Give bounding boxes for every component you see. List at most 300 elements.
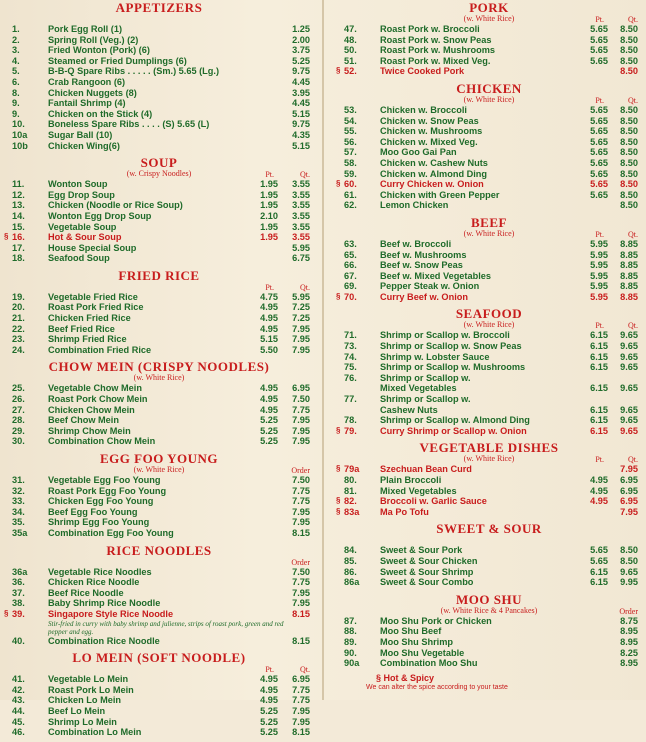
section-header-chow-mein-crispy-noodles	[4, 359, 314, 374]
menu-item	[336, 158, 642, 169]
menu-item	[336, 292, 642, 303]
item-number: 11.	[12, 179, 25, 190]
item-name: B-B-Q Spare Ribs . . . . . (Sm.) 5.65 (Lg.)	[48, 66, 220, 77]
item-name: Shrimp Egg Foo Young	[48, 517, 150, 528]
item-price-qt: 5.15	[292, 108, 310, 119]
item-name: Fantail Shrimp (4)	[48, 98, 126, 109]
item-name: Shrimp or Scallop w. Almond Ding	[380, 415, 530, 426]
item-number: 23.	[12, 334, 25, 345]
qt-label: Qt.	[628, 321, 638, 331]
menu-item	[336, 56, 642, 67]
qt-label: Order	[291, 466, 310, 475]
item-price-qt: 8.50	[620, 136, 638, 147]
item-number: 62.	[344, 200, 357, 211]
item-number: 80.	[344, 475, 357, 485]
item-name: Pork Egg Roll (1)	[48, 24, 123, 34]
item-price-qt: 3.95	[292, 87, 310, 98]
item-name: Chicken w. Mixed Veg.	[380, 136, 478, 147]
item-number: 9.	[12, 108, 20, 119]
item-price-qt: 8.50	[620, 200, 638, 211]
hot-spicy-icon: §	[336, 179, 341, 189]
item-price-pt: 6.15	[590, 566, 608, 577]
item-number: 81.	[344, 485, 357, 496]
menu-item	[4, 496, 314, 507]
item-number: 61.	[344, 189, 357, 200]
item-price-pt: 1.95	[260, 232, 278, 243]
menu-item	[336, 567, 642, 578]
item-price-qt: 3.75	[292, 45, 310, 56]
item-name: Combination Egg Foo Young	[48, 527, 174, 538]
section-subheader	[4, 558, 314, 567]
menu-item	[4, 415, 314, 426]
item-price-qt: 9.65	[620, 566, 638, 577]
pt-label: Pt.	[265, 170, 274, 180]
item-name: Plain Broccoli	[380, 475, 442, 485]
item-price-pt: 6.15	[590, 425, 608, 436]
item-price-qt: 9.65	[620, 351, 638, 362]
item-number: 12.	[12, 189, 25, 200]
item-price-pt: 5.65	[590, 168, 608, 179]
item-number: 26.	[12, 394, 25, 405]
item-price-pt: 1.95	[260, 200, 278, 211]
item-number: 63.	[344, 238, 357, 249]
section-title: BEEF	[471, 214, 507, 230]
item-number: 44.	[12, 705, 25, 716]
item-name: Chicken w. Almond Ding	[380, 168, 488, 179]
item-number: 71.	[344, 330, 357, 341]
item-price-qt: 3.55	[292, 189, 310, 200]
item-name: Beef w. Broccoli	[380, 238, 452, 249]
menu-item	[4, 609, 314, 620]
item-price-pt: 6.15	[590, 330, 608, 341]
item-price-qt: 7.25	[292, 302, 310, 313]
item-name: Broccoli w. Garlic Sauce	[380, 496, 487, 507]
hot-spicy-icon: §	[336, 506, 341, 516]
item-price-pt: 5.95	[590, 249, 608, 260]
menu-item	[336, 190, 642, 201]
item-number: 87.	[344, 615, 357, 626]
hot-spicy-icon: §	[336, 66, 341, 76]
menu-item	[4, 706, 314, 717]
section-subheader	[336, 230, 642, 239]
item-number: 36.	[12, 577, 25, 588]
item-price-pt: 4.95	[260, 695, 278, 706]
section-header-rice-noodles	[4, 543, 314, 558]
qt-label: Qt.	[300, 170, 310, 180]
item-name: Vegetable Fried Rice	[48, 291, 138, 302]
item-price-pt: 4.95	[260, 394, 278, 405]
item-price-qt: 8.50	[620, 66, 638, 77]
item-number: 90a	[344, 658, 360, 669]
item-price-qt: 7.95	[292, 517, 310, 528]
menu-item	[336, 373, 642, 384]
menu-item	[4, 292, 314, 303]
item-name: Steamed or Fried Dumplings (6)	[48, 55, 187, 66]
menu-item	[336, 545, 642, 556]
section-header-seafood	[336, 306, 642, 321]
menu-item	[336, 66, 642, 77]
item-price-pt: 4.95	[260, 302, 278, 313]
item-number: 57.	[344, 147, 357, 158]
item-number: 67.	[344, 270, 357, 281]
item-number: 19.	[12, 291, 25, 302]
item-number: 3.	[12, 45, 20, 56]
item-number: 79a	[344, 464, 360, 475]
item-number: 90.	[344, 647, 357, 658]
item-number: 73.	[344, 341, 357, 352]
menu-item	[4, 345, 314, 356]
item-number: 59.	[344, 168, 357, 179]
item-number: 83a	[344, 506, 360, 517]
menu-item	[336, 405, 642, 416]
menu-item	[336, 658, 642, 669]
menu-item	[336, 415, 642, 426]
qt-label: Qt.	[628, 455, 638, 465]
menu-item	[336, 45, 642, 56]
item-name: Combination Moo Shu	[380, 658, 478, 669]
hot-spicy-icon: §	[336, 291, 341, 301]
item-price-qt: 7.95	[292, 705, 310, 716]
pt-label: Pt.	[595, 15, 604, 24]
section-subtitle: (w. White Rice)	[463, 454, 515, 464]
item-name: Sugar Ball (10)	[48, 129, 113, 140]
item-number: 9.	[12, 98, 20, 109]
item-price-qt: 6.95	[620, 496, 638, 507]
item-name: Shrimp or Scallop w. Broccoli	[380, 330, 510, 341]
item-price-pt: 4.95	[260, 674, 278, 685]
item-price-pt: 5.95	[590, 238, 608, 249]
menu-item	[336, 362, 642, 373]
item-number: 4.	[12, 55, 20, 66]
section-subheader	[4, 374, 314, 383]
section-header-pork	[336, 0, 642, 15]
item-price-pt: 5.25	[260, 415, 278, 426]
item-price-pt: 5.25	[260, 436, 278, 447]
item-name: Seafood Soup	[48, 253, 110, 264]
section-header-lo-mein-soft-noodle	[4, 650, 314, 665]
menu-item	[4, 528, 314, 539]
item-number: 28.	[12, 415, 25, 426]
item-price-pt: 4.95	[260, 323, 278, 334]
item-name: Moo Shu Shrimp	[380, 636, 453, 647]
section-title: SWEET & SOUR	[436, 521, 542, 537]
menu-item	[336, 496, 642, 507]
item-number: 69.	[344, 281, 357, 292]
item-number: 66.	[344, 260, 357, 271]
section-title: FRIED RICE	[118, 267, 200, 283]
item-price-qt: 5.25	[292, 55, 310, 66]
item-number: 42.	[12, 684, 25, 695]
section-header-vegetable-dishes	[336, 440, 642, 455]
qt-label: Qt.	[628, 229, 638, 239]
item-price-qt: 8.95	[620, 658, 638, 669]
item-number: 35.	[12, 517, 25, 528]
item-name: Moo Shu Pork or Chicken	[380, 615, 492, 626]
menu-item	[336, 352, 642, 363]
section-title: VEGETABLE DISHES	[419, 440, 559, 456]
item-number: 45.	[12, 716, 25, 727]
item-name: Combination Lo Mein	[48, 727, 142, 738]
item-price-pt: 5.65	[590, 147, 608, 158]
hot-spicy-icon: §	[336, 496, 341, 506]
menu-item	[4, 302, 314, 313]
item-price-pt: 5.65	[590, 104, 608, 115]
menu-item	[4, 253, 314, 264]
item-number: 54.	[344, 115, 357, 126]
menu-item	[4, 179, 314, 190]
section-subheader	[4, 170, 314, 179]
section-subheader	[336, 321, 642, 330]
item-price-pt: 5.65	[590, 45, 608, 56]
item-name: House Special Soup	[48, 242, 137, 253]
section-title: MOO SHU	[456, 591, 522, 607]
item-name: Vegetable Lo Mein	[48, 674, 129, 685]
item-name: Moo Goo Gai Pan	[380, 147, 457, 158]
section-subtitle: (w. White Rice)	[463, 94, 515, 104]
item-price-qt: 3.55	[292, 221, 310, 232]
item-price-pt: 5.95	[590, 260, 608, 271]
item-price-pt: 5.25	[260, 425, 278, 436]
menu-item	[4, 405, 314, 416]
item-name: Chicken with Green Pepper	[380, 189, 500, 200]
menu-item	[4, 567, 314, 578]
section-header-fried-rice	[4, 268, 314, 283]
menu-item	[336, 626, 642, 637]
item-price-pt: 5.15	[260, 334, 278, 345]
item-name: Szechuan Bean Curd	[380, 464, 472, 475]
menu-item	[336, 179, 642, 190]
item-name: Beef Chow Mein	[48, 415, 119, 426]
item-name: Egg Drop Soup	[48, 189, 115, 200]
menu-item	[336, 475, 642, 486]
item-price-pt: 4.95	[590, 485, 608, 496]
section-subheader	[4, 283, 314, 292]
item-price-qt: 9.65	[620, 415, 638, 426]
menu-item	[336, 250, 642, 261]
right-column	[336, 0, 642, 692]
menu-item	[336, 126, 642, 137]
menu-item	[4, 685, 314, 696]
item-price-qt: 8.85	[620, 249, 638, 260]
item-price-qt: 7.75	[292, 496, 310, 507]
hot-spicy-icon: §	[376, 672, 384, 683]
item-number: 51.	[344, 55, 357, 66]
item-number: 27.	[12, 404, 25, 415]
hot-spicy-icon: §	[336, 425, 341, 435]
item-price-pt: 1.95	[260, 189, 278, 200]
item-name: Beef Fried Rice	[48, 323, 115, 334]
item-price-qt: 8.50	[620, 555, 638, 566]
item-price-qt: 7.95	[292, 716, 310, 727]
item-number: 1.	[12, 24, 20, 34]
menu-item	[4, 200, 314, 211]
item-price-pt: 5.65	[590, 55, 608, 66]
section-title: CHICKEN	[456, 80, 522, 96]
item-number: 29.	[12, 425, 25, 436]
section-subheader	[336, 455, 642, 464]
item-name: Shrimp Fried Rice	[48, 334, 127, 345]
item-price-qt: 3.55	[292, 179, 310, 190]
item-price-pt: 6.15	[590, 577, 608, 588]
item-price-pt: 5.65	[590, 555, 608, 566]
item-name: Shrimp or Scallop w.	[380, 372, 471, 383]
section-subtitle: (w. White Rice)	[463, 14, 515, 23]
item-number: 10.	[12, 119, 25, 130]
footer-hot-label: Hot & Spicy	[383, 672, 435, 683]
item-number: 30.	[12, 436, 25, 447]
item-name: Curry Beef w. Onion	[380, 291, 468, 302]
section-title: SEAFOOD	[455, 306, 523, 322]
item-number: 86a	[344, 577, 360, 588]
item-name: Ma Po Tofu	[380, 506, 429, 517]
item-number: 25.	[12, 383, 25, 394]
item-number: 22.	[12, 323, 25, 334]
menu-item	[4, 727, 314, 738]
section-header-beef	[336, 215, 642, 230]
item-price-qt: 7.50	[292, 475, 310, 485]
section-title: CHOW MEIN (CRISPY NOODLES)	[48, 359, 270, 375]
item-number: 33.	[12, 496, 25, 507]
item-name: Boneless Spare Ribs . . . . (S) 5.65 (L)	[48, 119, 210, 130]
menu-item	[4, 383, 314, 394]
item-name: Chicken Egg Foo Young	[48, 496, 154, 507]
item-name: Roast Pork Chow Mein	[48, 394, 148, 405]
item-name: Chicken w. Snow Peas	[380, 115, 479, 126]
pt-label: Pt.	[595, 229, 604, 239]
item-number: 6.	[12, 76, 20, 87]
item-price-pt: 5.65	[590, 34, 608, 45]
item-price-pt: 4.95	[590, 496, 608, 507]
section-subtitle: (w. White Rice)	[463, 228, 515, 238]
item-name: Wonton Egg Drop Soup	[48, 210, 152, 221]
item-number: 41.	[12, 674, 25, 685]
item-name: Chicken Fried Rice	[48, 313, 131, 324]
item-name: Roast Pork Lo Mein	[48, 684, 134, 695]
item-number: 52.	[344, 66, 357, 77]
item-price-pt: 5.95	[590, 281, 608, 292]
item-number: 14.	[12, 210, 25, 221]
section-subheader	[4, 15, 314, 24]
item-price-qt: 4.45	[292, 98, 310, 109]
pt-label: Pt.	[265, 665, 274, 675]
item-name: Chicken w. Cashew Nuts	[380, 157, 488, 168]
menu-item	[4, 436, 314, 447]
item-price-pt: 5.65	[590, 24, 608, 34]
item-name: Vegetable Soup	[48, 221, 117, 232]
item-name: Beef w. Snow Peas	[380, 260, 463, 271]
item-number: 39.	[12, 608, 25, 619]
item-price-qt: 7.95	[292, 436, 310, 447]
menu-item	[336, 464, 642, 475]
item-price-qt: 9.65	[620, 362, 638, 373]
item-price-qt: 8.15	[292, 608, 310, 619]
item-price-qt: 8.75	[620, 615, 638, 626]
item-name: Spring Roll (Veg.) (2)	[48, 34, 139, 45]
item-name: Vegetable Chow Mein	[48, 383, 142, 394]
item-price-qt: 8.85	[620, 281, 638, 292]
item-price-qt: 9.65	[620, 341, 638, 352]
item-price-pt: 1.95	[260, 179, 278, 190]
item-name: Chicken w. Mushrooms	[380, 126, 483, 137]
item-price-pt: 5.50	[260, 344, 278, 355]
item-price-qt: 7.95	[292, 587, 310, 598]
item-number: 38.	[12, 598, 25, 609]
item-price-qt: 9.95	[620, 577, 638, 588]
item-price-pt: 5.95	[590, 270, 608, 281]
item-name: Chicken w. Broccoli	[380, 104, 467, 115]
item-number: 16.	[12, 232, 25, 243]
item-name: Roast Pork w. Broccoli	[380, 24, 480, 34]
menu-item	[4, 394, 314, 405]
item-price-qt: 4.45	[292, 76, 310, 87]
pt-label: Pt.	[595, 321, 604, 331]
menu-item	[4, 119, 314, 130]
item-price-qt: 8.50	[620, 168, 638, 179]
item-name: Chicken Wing(6)	[48, 140, 120, 151]
menu-item	[4, 56, 314, 67]
item-number: 84.	[344, 545, 357, 556]
item-number: 70.	[344, 291, 357, 302]
item-name: Combination Fried Rice	[48, 344, 152, 355]
item-name: Pepper Steak w. Onion	[380, 281, 480, 292]
item-name: Roast Pork w. Mushrooms	[380, 45, 496, 56]
item-price-pt: 1.95	[260, 221, 278, 232]
hot-spicy-icon: §	[4, 232, 9, 242]
menu-item	[4, 426, 314, 437]
menu-item	[4, 334, 314, 345]
column-divider	[322, 0, 324, 700]
item-name: Moo Shu Beef	[380, 626, 442, 637]
item-name: Shrimp or Scallop w.	[380, 394, 471, 405]
item-price-pt: 6.15	[590, 404, 608, 415]
item-price-qt: 6.95	[292, 674, 310, 685]
menu-item	[4, 77, 314, 88]
item-price-pt: 5.65	[590, 126, 608, 137]
section-subtitle	[4, 558, 314, 566]
section-subtitle	[4, 15, 314, 23]
section-subtitle: (w. Crispy Noodles)	[126, 169, 192, 179]
menu-item	[336, 330, 642, 341]
menu-item	[336, 137, 642, 148]
item-number: 50.	[344, 45, 357, 56]
item-price-pt: 4.95	[260, 404, 278, 415]
menu-item	[336, 260, 642, 271]
item-number: 24.	[12, 344, 25, 355]
qt-label: Qt.	[300, 665, 310, 675]
section-header-chicken	[336, 81, 642, 96]
item-price-qt: 8.50	[620, 157, 638, 168]
item-number: 15.	[12, 221, 25, 232]
item-name: Curry Shrimp or Scallop w. Onion	[380, 425, 527, 436]
item-name: Combination Chow Mein	[48, 436, 156, 447]
item-name: Wonton Soup	[48, 179, 108, 190]
section-subtitle	[336, 536, 642, 544]
section-header-sweet-sour	[336, 521, 642, 536]
menu-item	[4, 190, 314, 201]
pt-label: Pt.	[595, 95, 604, 105]
item-price-pt: 2.10	[260, 210, 278, 221]
menu-item	[4, 598, 314, 609]
section-header-appetizers	[4, 0, 314, 15]
item-number: 31.	[12, 475, 25, 485]
item-price-qt: 7.75	[292, 577, 310, 588]
menu-item	[4, 130, 314, 141]
item-price-qt: 9.65	[620, 404, 638, 415]
item-name: Beef w. Mushrooms	[380, 249, 467, 260]
section-title: SOUP	[140, 155, 178, 171]
menu-item	[336, 648, 642, 659]
item-number: 79.	[344, 425, 357, 436]
